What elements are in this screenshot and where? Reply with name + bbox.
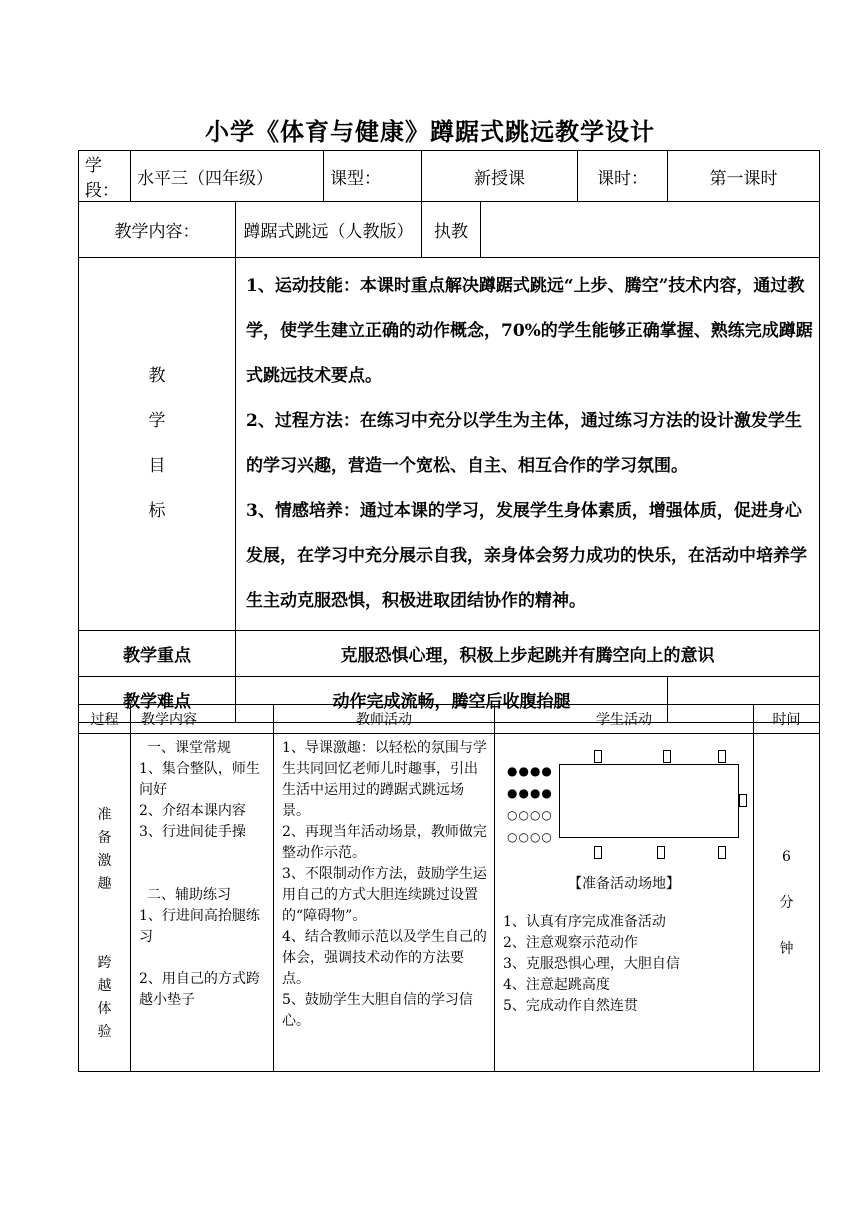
content-value: 蹲踞式跳远（人教版） bbox=[236, 202, 422, 258]
content-line: 1、集合整队，师生问好 bbox=[139, 761, 260, 798]
stage-label: 学段： bbox=[79, 151, 131, 202]
objectives-label-char: 标 bbox=[148, 501, 166, 521]
stage-value: 水平三（四年级） bbox=[131, 151, 324, 202]
content-label: 教学内容： bbox=[79, 202, 236, 258]
difficulty-text: 动作完成流畅，腾空后收腹抬腿 bbox=[236, 677, 668, 723]
cone-marker-icon bbox=[718, 750, 726, 763]
objective-item: 3、情感培养：通过本课的学习，发展学生身体素质，增强体质，促进身心发展，在学习中充分展示自我，亲身体会努力成功的快乐，在活动中培养学生主动克服恐惧，积极进取团结协作的精神。 bbox=[246, 501, 807, 611]
filled-dots-row: ●●●● bbox=[507, 786, 553, 800]
content-line: 二、辅助练习 bbox=[147, 887, 231, 903]
field-diagram bbox=[499, 738, 749, 892]
teacher-column bbox=[274, 734, 495, 1072]
objectives-label-char: 学 bbox=[148, 411, 166, 431]
objective-item: 2、过程方法：在练习中充分以学生为主体，通过练习方法的设计激发学生的学习兴趣，营造一个宽松、自主、相互合作的学习氛围。 bbox=[246, 411, 802, 476]
phase2-char: 越 bbox=[97, 977, 112, 994]
document-title: 小学《体育与健康》蹲踞式跳远教学设计 bbox=[205, 118, 655, 146]
student-column bbox=[495, 734, 754, 1072]
student-line: 4、注意起跳高度 bbox=[503, 977, 610, 993]
content-line: 3、行进间徒手操 bbox=[139, 824, 246, 840]
content-line bbox=[139, 948, 269, 969]
teacher-line: 1、导课激趣：以轻松的氛围与学生共同回忆老师儿时趣事，引出生活中运用过的蹲踞式跳远场景。 bbox=[282, 740, 487, 819]
type-value: 新授课 bbox=[422, 151, 578, 202]
phase1-char: 趣 bbox=[97, 875, 112, 892]
phase2-char: 跨 bbox=[97, 954, 112, 971]
objectives-label bbox=[79, 258, 236, 631]
cone-marker-icon bbox=[657, 846, 665, 859]
teacher-line: 5、鼓励学生大胆自信的学习信心。 bbox=[282, 992, 473, 1029]
objectives-label-char: 目 bbox=[148, 456, 166, 476]
header-time: 时间 bbox=[754, 705, 820, 734]
student-line: 5、完成动作自然连贯 bbox=[503, 998, 638, 1014]
student-line: 3、克服恐惧心理，大胆自信 bbox=[503, 956, 680, 972]
type-label: 课型： bbox=[324, 151, 422, 202]
hollow-dots-row: ○○○○ bbox=[507, 830, 553, 844]
phase1-char: 准 bbox=[97, 806, 112, 823]
cone-marker-icon bbox=[739, 794, 747, 807]
time-char: 分 bbox=[779, 894, 794, 911]
header-student: 学生活动 bbox=[495, 705, 754, 734]
objectives-content bbox=[236, 258, 820, 631]
content-line: 一、课堂常规 bbox=[147, 740, 231, 756]
cone-marker-icon bbox=[718, 846, 726, 859]
process-table bbox=[78, 704, 820, 1072]
cone-marker-icon bbox=[594, 750, 602, 763]
content-line: 2、用自己的方式跨越小垫子 bbox=[139, 971, 260, 1008]
phase2-char: 验 bbox=[97, 1023, 112, 1040]
period-value: 第一课时 bbox=[668, 151, 820, 202]
teacher-line: 3、不限制动作方法，鼓励学生运用自己的方式大胆连续跳过设置的“障碍物”。 bbox=[282, 866, 487, 924]
time-char: 6 bbox=[782, 848, 791, 865]
teacher-label: 执教 bbox=[422, 202, 481, 258]
objective-item: 1、运动技能：本课时重点解决蹲踞式跳远“上步、腾空”技术内容，通过教学，使学生建立正确的动作概念，70%的学生能够正确掌握、熟练完成蹲踞式跳远技术要点。 bbox=[246, 276, 813, 386]
teacher-value bbox=[481, 202, 820, 258]
content-line bbox=[139, 843, 269, 885]
time-column bbox=[754, 734, 820, 1072]
period-label: 课时： bbox=[578, 151, 668, 202]
key-point-label: 教学重点 bbox=[79, 631, 236, 677]
hollow-dots-row: ○○○○ bbox=[507, 808, 553, 822]
phase1-char: 激 bbox=[97, 852, 112, 869]
student-line: 2、注意观察示范动作 bbox=[503, 935, 638, 951]
phase2-char: 体 bbox=[97, 1000, 112, 1017]
header-process: 过程 bbox=[79, 705, 131, 734]
cone-marker-icon bbox=[594, 846, 602, 859]
content-column bbox=[131, 734, 274, 1072]
field-rectangle bbox=[559, 764, 739, 838]
diagram-caption: 【准备活动场地】 bbox=[568, 876, 680, 892]
phase1-char: 备 bbox=[97, 829, 112, 846]
cone-marker-icon bbox=[663, 750, 671, 763]
student-line: 1、认真有序完成准备活动 bbox=[503, 914, 666, 930]
time-char: 钟 bbox=[779, 940, 794, 957]
objectives-label-char: 教 bbox=[148, 366, 166, 386]
filled-dots-row: ●●●● bbox=[507, 764, 553, 778]
lesson-info-table bbox=[78, 150, 820, 723]
content-line: 1、行进间高抬腿练习 bbox=[139, 908, 260, 945]
header-content: 教学内容 bbox=[131, 705, 274, 734]
key-point-text: 克服恐惧心理，积极上步起跳并有腾空向上的意识 bbox=[236, 631, 820, 677]
student-list bbox=[499, 912, 749, 1017]
teacher-line: 4、结合教师示范以及学生自己的体会，强调技术动作的方法要点。 bbox=[282, 929, 487, 987]
phase-column bbox=[79, 734, 131, 1072]
difficulty-label: 教学难点 bbox=[79, 677, 236, 723]
content-line: 2、介绍本课内容 bbox=[139, 803, 246, 819]
teacher-line: 2、再现当年活动场景，教师做完整动作示范。 bbox=[282, 824, 487, 861]
header-teacher: 教师活动 bbox=[274, 705, 495, 734]
